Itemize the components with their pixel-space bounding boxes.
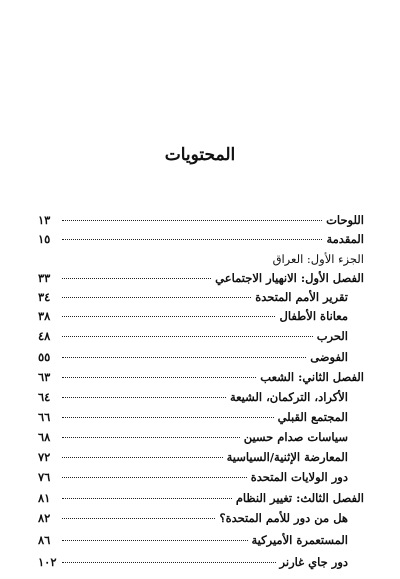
toc-entry-page: ٦٣ <box>38 370 51 384</box>
toc-entry-label: اللوحات <box>326 213 364 227</box>
toc-entry <box>38 409 364 425</box>
toc-entry <box>38 349 364 365</box>
page-title: المحتويات <box>164 145 236 165</box>
toc-entry <box>38 369 364 385</box>
dot-leader <box>62 297 251 298</box>
dot-leader <box>62 336 313 337</box>
toc-entry-page: ٦٨ <box>38 430 51 444</box>
toc-entry-page: ١٠٢ <box>38 555 57 569</box>
toc-entry <box>38 308 364 324</box>
dot-leader <box>62 477 247 478</box>
toc-entry <box>38 532 364 548</box>
toc-entry-label: المعارضة الإثنية/السياسية <box>226 450 348 464</box>
dot-leader <box>62 316 275 317</box>
dot-leader <box>62 377 256 378</box>
toc-entry <box>38 389 364 405</box>
toc-entry <box>38 270 364 286</box>
dot-leader <box>62 278 211 279</box>
toc-entry-page: ٦٦ <box>38 410 51 424</box>
toc-entry <box>38 469 364 485</box>
dot-leader <box>62 518 215 519</box>
toc-entry-label: الفصل الأول: الانهيار الاجتماعي <box>215 271 364 285</box>
toc-entry-page: ٤٨ <box>38 329 51 343</box>
dot-leader <box>62 562 276 563</box>
toc-entry <box>38 289 364 305</box>
dot-leader <box>62 397 226 398</box>
toc-entry-page: ٣٨ <box>38 309 51 323</box>
toc-entry-page: ٧٦ <box>38 470 51 484</box>
toc-entry-page: ١٥ <box>38 232 51 246</box>
dot-leader <box>62 239 322 240</box>
toc-entry-label: الفوضى <box>310 350 348 364</box>
toc-entry-label: المجتمع القبلي <box>277 410 348 424</box>
dot-leader <box>62 220 322 221</box>
toc-entry-label: الحرب <box>316 329 348 343</box>
toc-entry-label: سياسات صدام حسين <box>243 430 348 444</box>
toc-entry <box>38 554 364 570</box>
toc-entry <box>38 490 364 506</box>
toc-entry-page: ٨٢ <box>38 511 51 525</box>
toc-entry-label: الجزء الأول: العراق <box>272 252 364 266</box>
toc-entry <box>38 231 364 247</box>
toc-entry <box>38 251 364 267</box>
toc-entry <box>38 510 364 526</box>
toc-entry-label: المقدمة <box>326 232 364 246</box>
toc-entry <box>38 212 364 228</box>
toc-entry-page: ٧٢ <box>38 450 51 464</box>
dot-leader <box>62 540 248 541</box>
toc-entry <box>38 449 364 465</box>
toc-entry-label: تقرير الأمم المتحدة <box>255 290 348 304</box>
toc-entry-page: ١٣ <box>38 213 51 227</box>
toc-entry-label: المستعمرة الأميركية <box>251 533 348 547</box>
dot-leader <box>62 498 232 499</box>
toc-entry-page: ٨٦ <box>38 533 51 547</box>
toc-entry <box>38 429 364 445</box>
toc-entry-page: ٥٥ <box>38 350 51 364</box>
toc-entry-label: دور جاي غارنر <box>279 555 348 569</box>
toc-entry <box>38 328 364 344</box>
toc-entry-page: ٨١ <box>38 491 51 505</box>
toc-entry-label: الفصل الثالث: تغيير النظام <box>235 491 364 505</box>
toc-entry-label: معاناة الأطفال <box>279 309 348 323</box>
dot-leader <box>62 457 223 458</box>
toc-entry-page: ٣٣ <box>38 271 51 285</box>
toc-entry-label: هل من دور للأمم المتحدة؟ <box>219 511 348 525</box>
toc-entry-label: الفصل الثاني: الشعب <box>260 370 364 384</box>
toc-entry-page: ٦٤ <box>38 390 51 404</box>
toc-entry-page: ٣٤ <box>38 290 51 304</box>
dot-leader <box>62 417 274 418</box>
toc-entry-label: دور الولايات المتحدة <box>250 470 348 484</box>
dot-leader <box>62 357 306 358</box>
dot-leader <box>62 437 240 438</box>
toc-entry-label: الأكراد، التركمان، الشيعة <box>229 390 348 404</box>
